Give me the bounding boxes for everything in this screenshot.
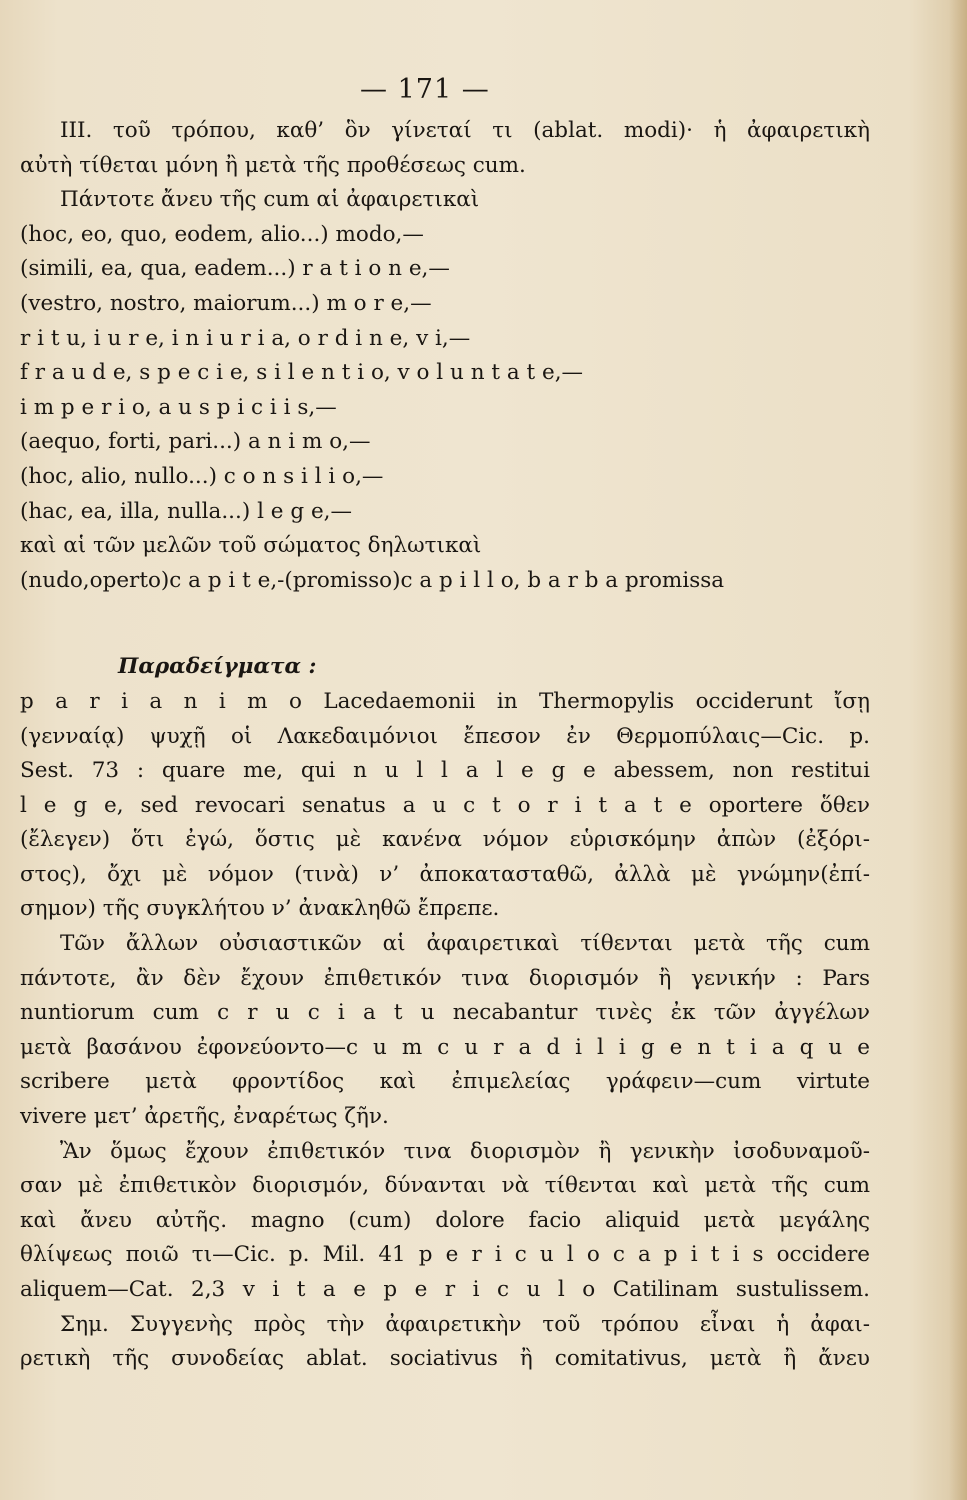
section-heading: Παραδείγματα : bbox=[118, 654, 317, 680]
text-line: r i t u, i u r e, i n i u r i a, o r d i n e, v i,— bbox=[20, 325, 471, 351]
text-line: (hac, ea, illa, nulla...) l e g e,— bbox=[20, 498, 353, 524]
text-line: (simili, ea, qua, eadem...) r a t i o n e,— bbox=[20, 256, 450, 282]
text-line: ρετικὴ τῆς συνοδείας ablat. sociativus ἢ comitativus, μετὰ ἢ ἄνευ bbox=[20, 1346, 870, 1372]
text-line: στος), ὄχι μὲ νόμον (τινὰ) ν’ ἀποκατασταθῶ, ἀλλὰ μὲ γνώμην(ἐπί- bbox=[20, 861, 870, 887]
text-line: Τῶν ἄλλων οὐσιαστικῶν αἱ ἀφαιρετικαὶ τίθενται μετὰ τῆς cum bbox=[60, 931, 870, 957]
text-line: (vestro, nostro, maiorum...) m o r e,— bbox=[20, 290, 432, 316]
text-line: καὶ ἄνευ αὐτῆς. magno (cum) dolore facio aliquid μετὰ μεγάλης bbox=[20, 1207, 870, 1233]
text-line: θλίψεως ποιῶ τι—Cic. p. Mil. 41 p e r i c u l o c a p i t i s occidere bbox=[20, 1242, 870, 1268]
text-line: vivere μετ’ ἀρετῆς, ἐναρέτως ζῆν. bbox=[20, 1104, 389, 1130]
text-line: aliquem—Cat. 2,3 v i t a e p e r i c u l o Catilinam sustulissem. bbox=[20, 1277, 870, 1302]
text-line: μετὰ βασάνου ἐφονεύοντο—c u m c u r a d i l i g e n t i a q u e bbox=[20, 1034, 870, 1060]
text-line: (aequo, forti, pari...) a n i m o,— bbox=[20, 429, 371, 455]
page-edge-shadow bbox=[949, 0, 967, 1500]
text-line: (γενναίᾳ) ψυχῇ οἱ Λακεδαιμόνιοι ἔπεσον ἐν Θερμοπύλαις—Cic. p. bbox=[20, 723, 870, 749]
text-line: (hoc, eo, quo, eodem, alio...) modo,— bbox=[20, 221, 424, 247]
text-line: σημον) τῆς συγκλήτου ν’ ἀνακληθῶ ἔπρεπε. bbox=[20, 896, 500, 922]
text-line: (nudo,operto)c a p i t e,-(promisso)c a p i l l o, b a r b a promissa bbox=[20, 567, 725, 593]
text-line: καὶ αἱ τῶν μελῶν τοῦ σώματος δηλωτικαὶ bbox=[20, 533, 482, 559]
page-text bbox=[20, 114, 870, 1377]
text-line: i m p e r i o, a u s p i c i i s,— bbox=[20, 394, 337, 420]
text-line: scribere μετὰ φροντίδος καὶ ἐπιμελείας γράφειν—cum virtute bbox=[20, 1069, 870, 1095]
text-line: III. τοῦ τρόπου, καθ’ ὃν γίνεταί τι (ablat. modi)· ἡ ἀφαιρετικὴ bbox=[60, 118, 870, 143]
spacer bbox=[20, 598, 870, 650]
text-line: (hoc, alio, nullo...) c o n s i l i o,— bbox=[20, 463, 384, 489]
text-line: σαν μὲ ἐπιθετικὸν διορισμόν, δύνανται νὰ τίθενται καὶ μετὰ τῆς cum bbox=[20, 1173, 870, 1199]
text-line: Sest. 73 : quare me, qui n u l l a l e g e abessem, non restitui bbox=[20, 758, 870, 784]
text-line: πάντοτε, ἂν δὲν ἔχουν ἐπιθετικόν τινα διορισμόν ἢ γενικήν : Pars bbox=[20, 965, 870, 991]
text-line: Σημ. Συγγενὴς πρὸς τὴν ἀφαιρετικὴν τοῦ τρόπου εἶναι ἡ ἀφαι- bbox=[60, 1311, 870, 1337]
text-line: Ἂν ὅμως ἔχουν ἐπιθετικόν τινα διορισμὸν ἢ γενικὴν ἰσοδυναμοῦ- bbox=[60, 1138, 870, 1164]
text-line: αὐτὴ τίθεται μόνη ἢ μετὰ τῆς προθέσεως cum. bbox=[20, 152, 526, 178]
page-number: — 171 — bbox=[360, 74, 490, 105]
text-line: nuntiorum cum c r u c i a t u necabantur τινὲς ἐκ τῶν ἀγγέλων bbox=[20, 1000, 870, 1026]
text-line: Πάντοτε ἄνευ τῆς cum αἱ ἀφαιρετικαὶ bbox=[60, 187, 480, 213]
text-line: l e g e, sed revocari senatus a u c t o r i t a t e oportere ὅθεν bbox=[20, 792, 870, 818]
text-line: f r a u d e, s p e c i e, s i l e n t i o, v o l u n t a t e,— bbox=[20, 360, 584, 386]
text-line: (ἔλεγεν) ὅτι ἐγώ, ὅστις μὲ κανένα νόμον εὑρισκόμην ἀπὼν (ἐξόρι- bbox=[20, 827, 870, 853]
text-line: p a r i a n i m o Lacedaemonii in Thermopylis occiderunt ἴσῃ bbox=[20, 688, 870, 714]
